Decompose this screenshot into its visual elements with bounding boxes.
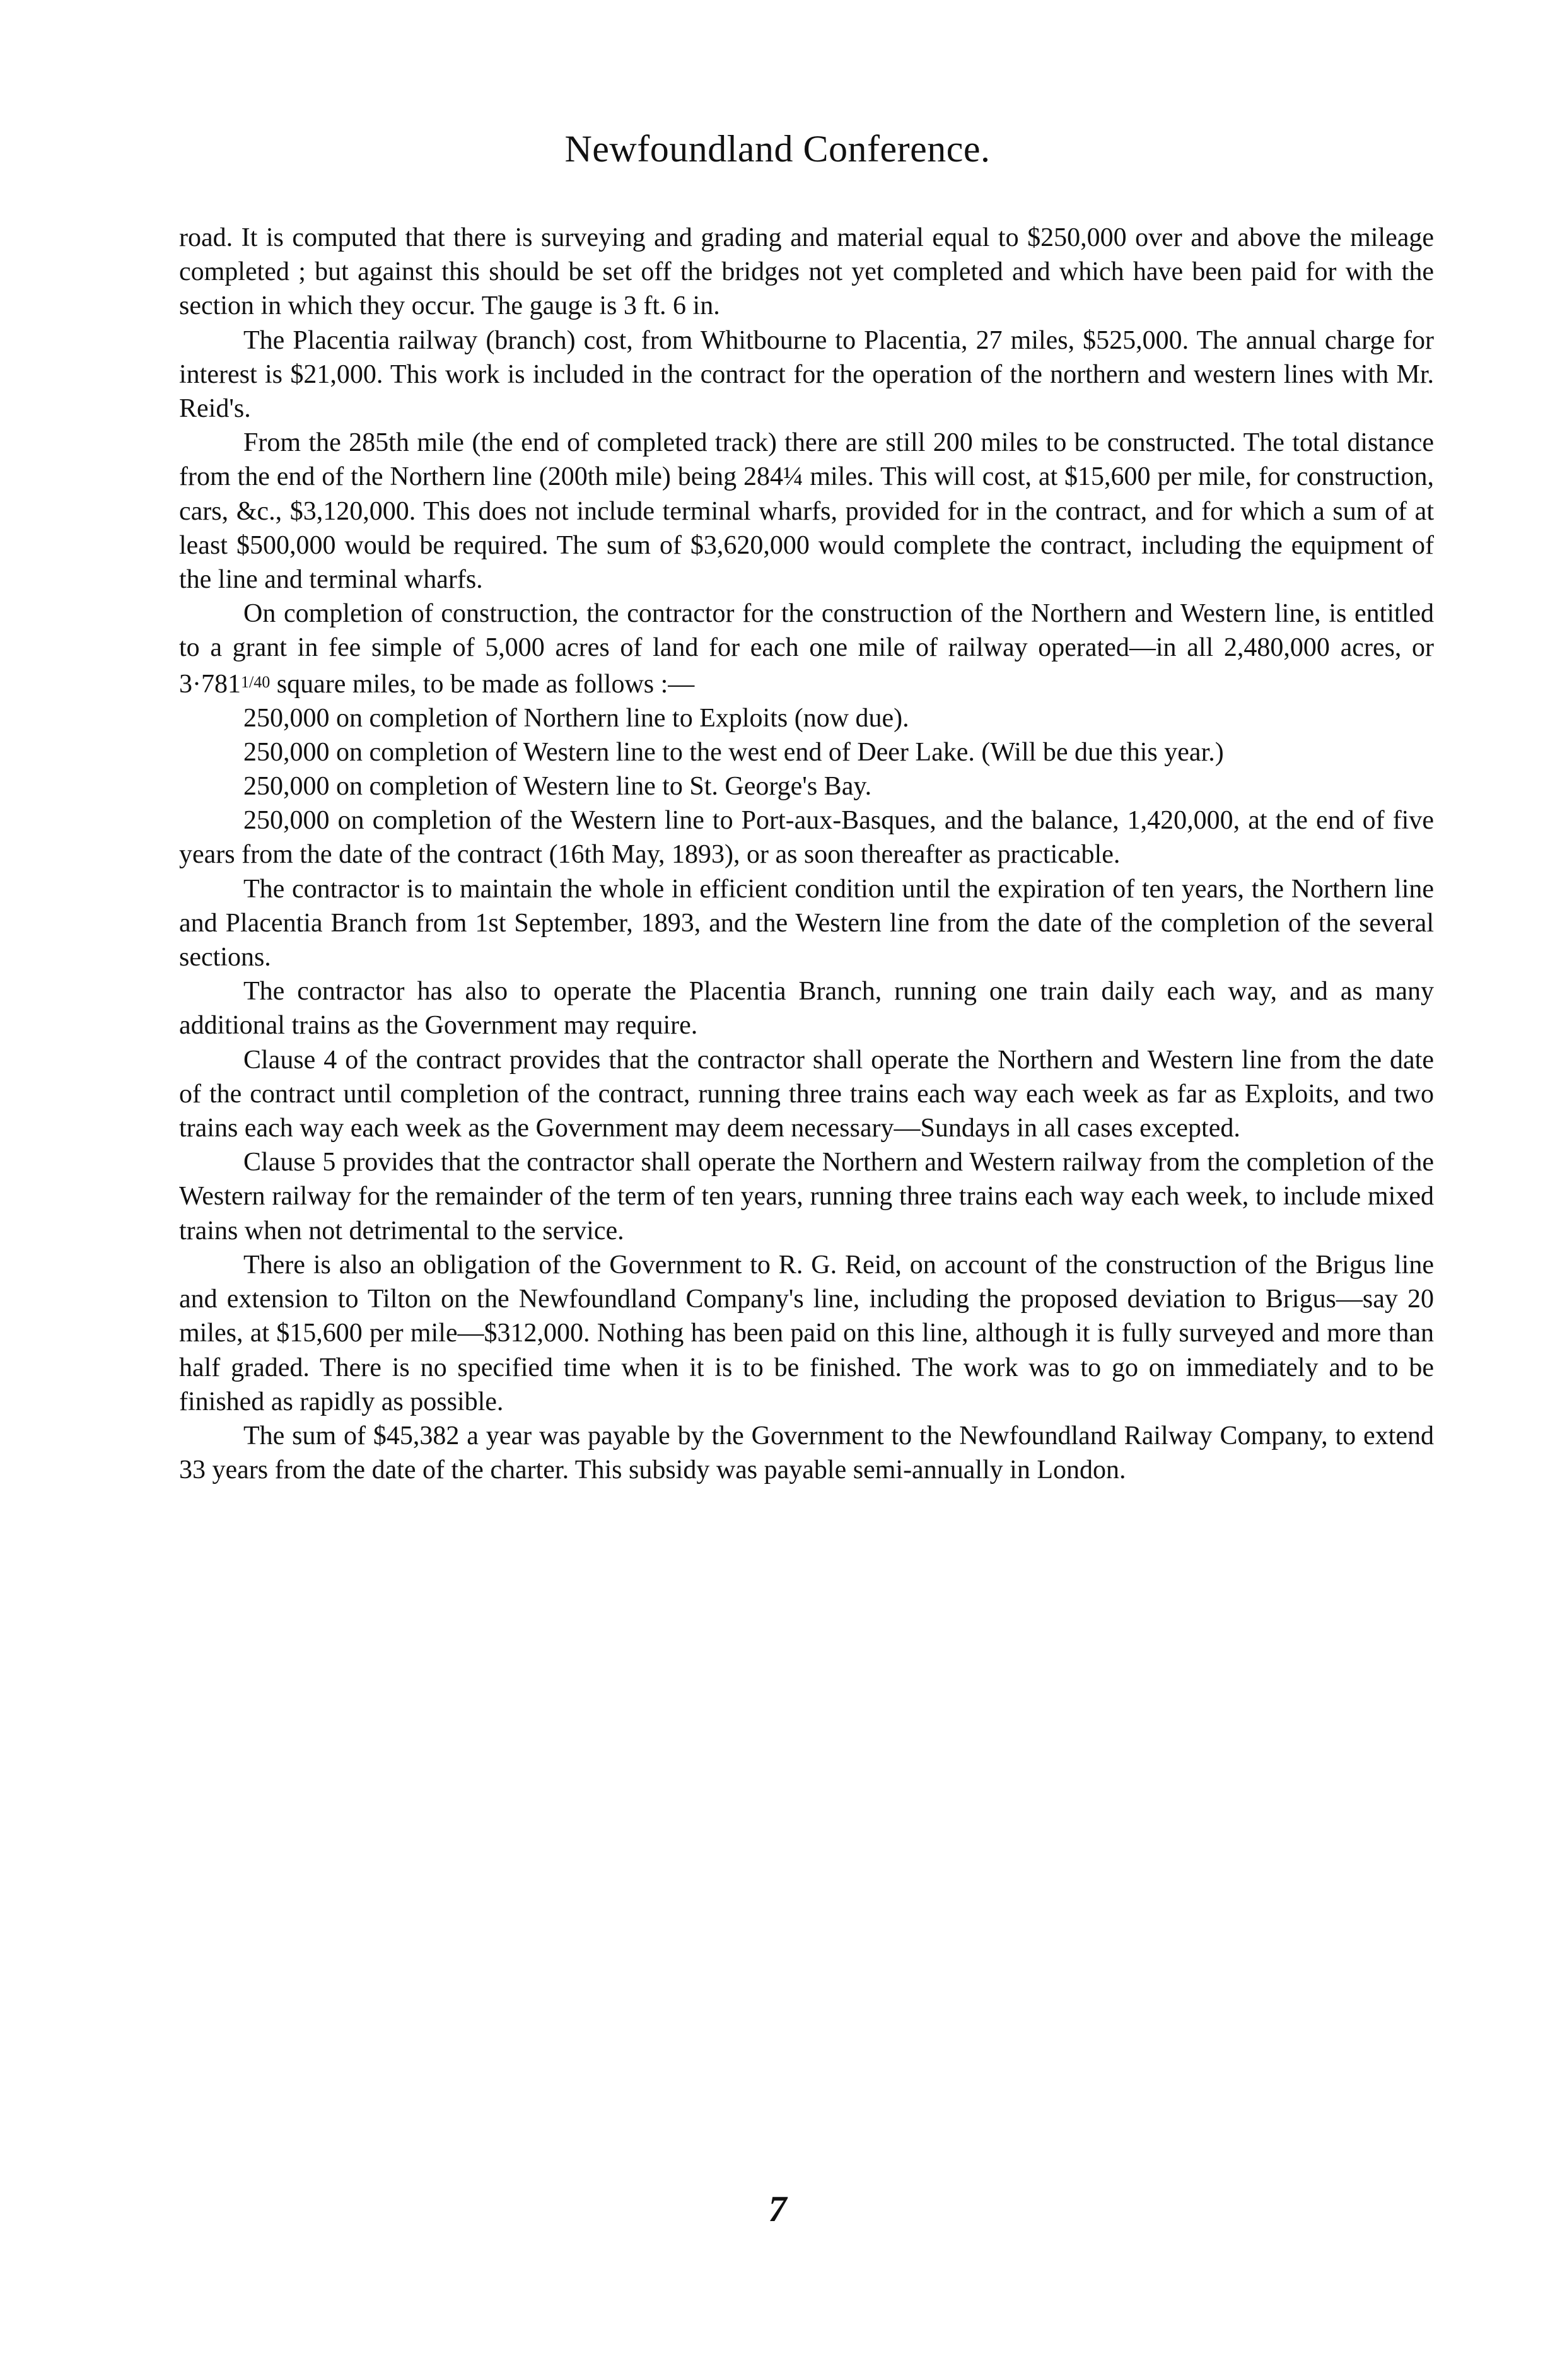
paragraph [179, 597, 1434, 701]
running-title: Newfoundland Conference. [564, 128, 991, 170]
page-number: 7 [768, 2188, 787, 2229]
paragraph: The sum of $45,382 a year was payable by the Government to the Newfoundland Railway Company, to extend 33 years from the date of the charter. This subsidy was payable semi-annually in London. [179, 1421, 1434, 1485]
paragraph-text: On completion of construction, the contractor for the construction of the Northern and Western line, is entitled to a grant in fee simple of 5,000 acres of land for each one mile of railway operated—in all 2,480,000 acres, or 3·781 [179, 599, 1434, 699]
paragraph: 250,000 on completion of Western line to the west end of Deer Lake. (Will be due this year.) [243, 737, 1224, 767]
paragraph: 250,000 on completion of the Western line to Port-aux-Basques, and the balance, 1,420,000, at the end of five years from the date of the contract (16th May, 1893), or as soon thereafter as practicable. [179, 806, 1434, 870]
paragraph: From the 285th mile (the end of completed track) there are still 200 miles to be constructed. The total distance from the end of the Northern line (200th mile) being 284¼ miles. This will cost, at $15,600 per mile, for construction, cars, &c., $3,120,000. This does not include terminal wharfs, provided for in the contract, and for which a sum of at least $500,000 would be required. The sum of $3,620,000 would complete the contract, including the equipment of the line and terminal wharfs. [179, 428, 1434, 595]
paragraph: The Placentia railway (branch) cost, from Whitbourne to Placentia, 27 miles, $525,000. The annual charge for interest is $21,000. This work is included in the contract for the operation of the northern and western lines with Mr. Reid's. [179, 325, 1434, 424]
paragraph: Clause 4 of the contract provides that the contractor shall operate the Northern and Western line from the date of the contract until completion of the contract, running three trains each way each week as far as Exploits, and two trains each way each week as the Government may deem necessary—Sundays in all cases excepted. [179, 1045, 1434, 1143]
body-text [179, 221, 1434, 1487]
paragraph: Clause 5 provides that the contractor shall operate the Northern and Western railway from the completion of the Western railway for the remainder of the term of ten years, running three trains each way each week, to include mixed trains when not detrimental to the service. [179, 1148, 1434, 1245]
paragraph: The contractor has also to operate the Placentia Branch, running one train daily each way, and as many additional trains as the Government may require. [179, 977, 1434, 1041]
paragraph-text-tail: square miles, to be made as follows :— [270, 669, 695, 699]
paragraph: 250,000 on completion of Western line to St. George's Bay. [243, 772, 872, 802]
paragraph: The contractor is to maintain the whole in efficient condition until the expiration of ten years, the Northern line and Placentia Branch from 1st September, 1893, and the Western line from the date of the completion of the several sections. [179, 874, 1434, 972]
paragraph: 250,000 on completion of Northern line to Exploits (now due). [243, 703, 909, 733]
paragraph: road. It is computed that there is surveying and grading and material equal to $250,000 over and above the mileage completed ; but against this should be set off the bridges not yet completed and which have been paid for with the section in which they occur. The gauge is 3 ft. 6 in. [179, 223, 1434, 321]
paragraph: There is also an obligation of the Government to R. G. Reid, on account of the construction of the Brigus line and extension to Tilton on the Newfoundland Company's line, including the proposed deviation to Brigus—say 20 miles, at $15,600 per mile—$312,000. Nothing has been paid on this line, although it is fully surveyed and more than half graded. There is no specified time when it is to be finished. The work was to go on immediately and to be finished as rapidly as possible. [179, 1250, 1434, 1416]
fraction: 1/40 [241, 672, 271, 691]
